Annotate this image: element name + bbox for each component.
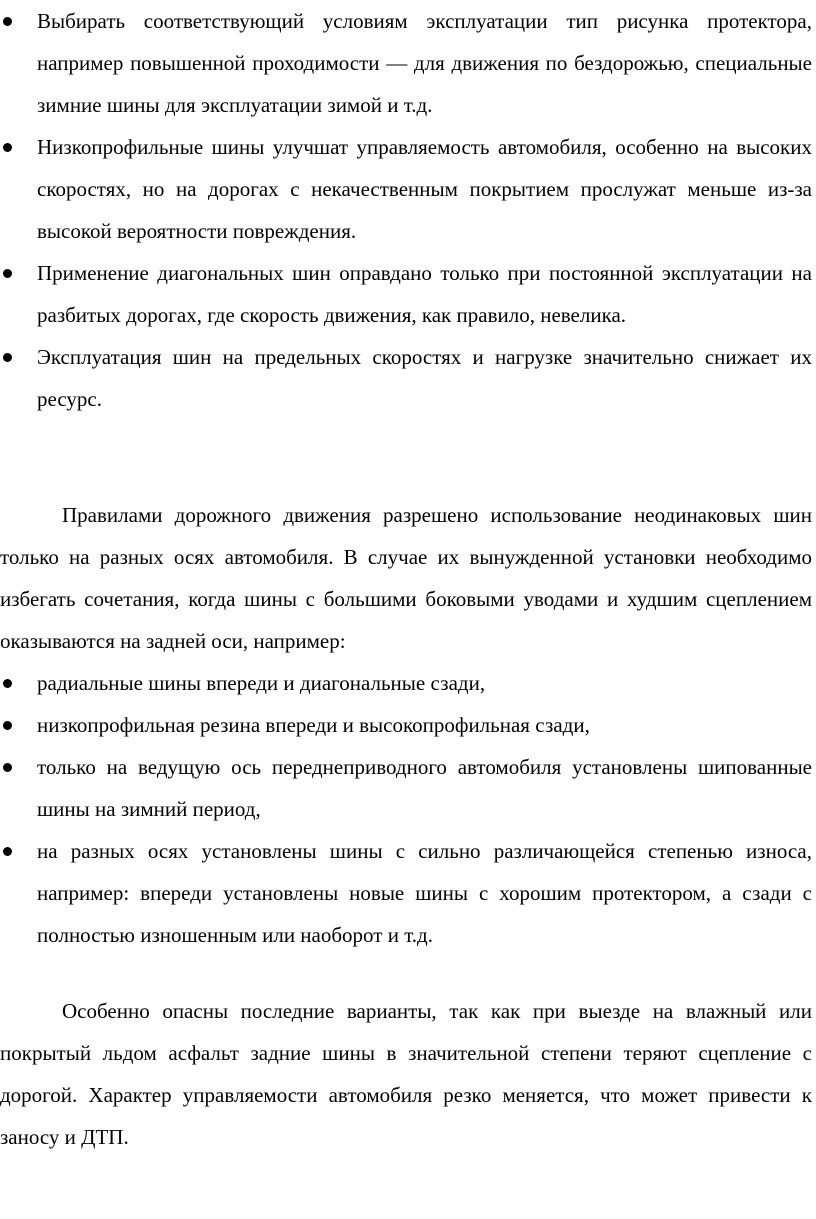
bullet-icon xyxy=(3,847,12,856)
bullet-icon xyxy=(3,269,12,278)
list-item-text: низкопрофильная резина впереди и высокопрофильная сзади, xyxy=(37,713,590,737)
list-item xyxy=(0,0,812,126)
bullet-icon xyxy=(3,763,12,772)
tire-combination-examples-list xyxy=(0,662,812,956)
list-item-text: Выбирать соответствующий условиям эксплуатации тип рисунка протектора, например повышенной проходимости — для движения по бездорожью, специальные зимние шины для эксплуатации зимой и т.д. xyxy=(37,9,812,117)
list-item-text: Применение диагональных шин оправдано только при постоянной эксплуатации на разбитых дорогах, где скорость движения, как правило, невелика. xyxy=(37,261,812,327)
list-item xyxy=(0,746,812,830)
tire-selection-list xyxy=(0,0,812,420)
list-item xyxy=(0,336,812,420)
list-item xyxy=(0,252,812,336)
list-item xyxy=(0,662,812,704)
rules-paragraph: Правилами дорожного движения разрешено использование неодинаковых шин только на разных осях автомобиля. В случае их вынужденной установки необходимо избегать сочетания, когда шины с большими боковыми уводами и худшим сцеплением оказываются на задней оси, например: xyxy=(0,503,812,653)
bullet-icon xyxy=(3,143,12,152)
bullet-icon xyxy=(3,721,12,730)
list-item-text: радиальные шины впереди и диагональные сзади, xyxy=(37,671,486,695)
list-item-text: Низкопрофильные шины улучшат управляемость автомобиля, особенно на высоких скоростях, но на дорогах с некачественным покрытием прослужат меньше из-за высокой вероятности повреждения. xyxy=(37,135,812,243)
conclusion-paragraph: Особенно опасны последние варианты, так как при выезде на влажный или покрытый льдом асфальт задние шины в значительной степени теряют сцепление с дорогой. Характер управляемости автомобиля резко меняется, что может привести к заносу и ДТП. xyxy=(0,999,812,1149)
list-item xyxy=(0,126,812,252)
list-item-text: только на ведущую ось переднеприводного автомобиля установлены шипованные шины на зимний период, xyxy=(37,755,812,821)
bullet-icon xyxy=(3,17,12,26)
list-item xyxy=(0,704,812,746)
list-item xyxy=(0,830,812,956)
list-item-text: на разных осях установлены шины с сильно различающейся степенью износа, например: впереди установлены новые шины с хорошим протектором, а сзади с полностью изношенным или наоборот и т.д. xyxy=(37,839,812,947)
list-item-text: Эксплуатация шин на предельных скоростях и нагрузке значительно снижает их ресурс. xyxy=(37,345,812,411)
bullet-icon xyxy=(3,679,12,688)
bullet-icon xyxy=(3,353,12,362)
